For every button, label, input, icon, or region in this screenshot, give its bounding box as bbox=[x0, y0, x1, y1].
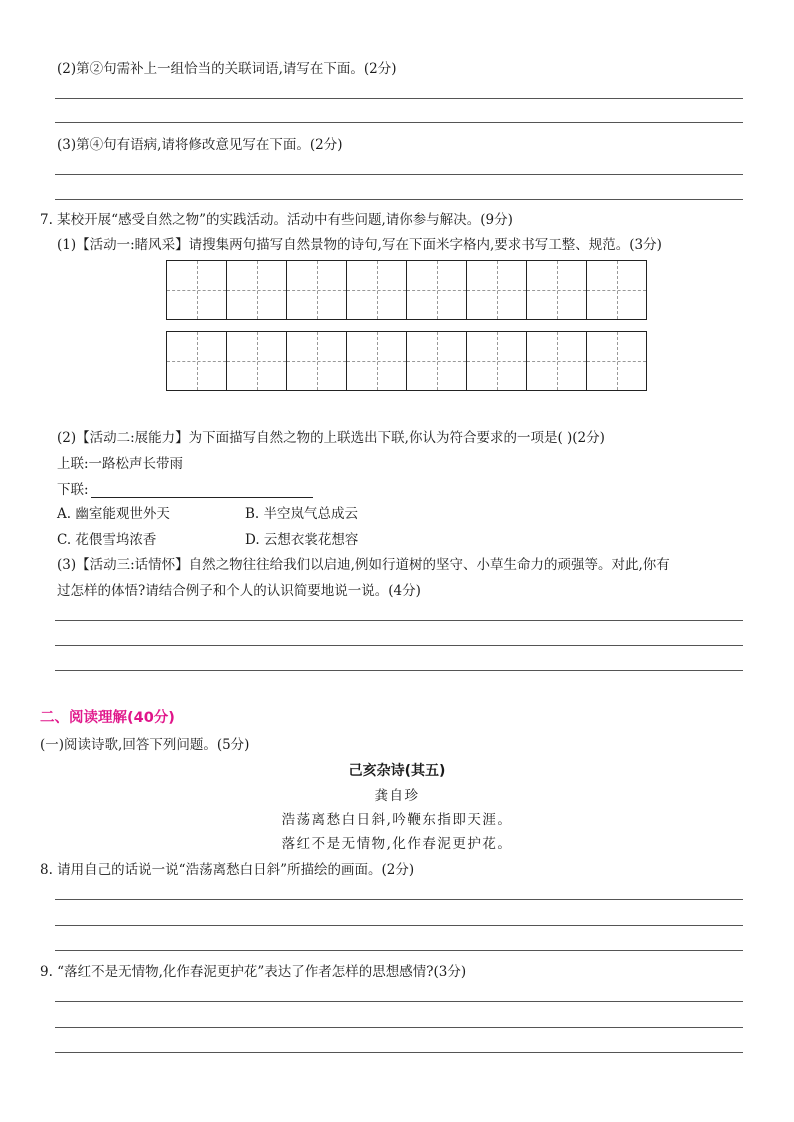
option-b[interactable]: B. 半空岚气总成云 bbox=[245, 506, 359, 522]
grid-cell[interactable] bbox=[346, 332, 406, 390]
answer-line[interactable] bbox=[55, 199, 743, 200]
answer-line[interactable] bbox=[55, 174, 743, 175]
part1-instruction: (一)阅读诗歌,回答下列问题。(5分) bbox=[40, 737, 250, 753]
answer-line[interactable] bbox=[55, 645, 743, 646]
answer-line[interactable] bbox=[55, 1052, 743, 1053]
q6-sub3-prompt: (3)第④句有语病,请将修改意见写在下面。(2分) bbox=[57, 137, 343, 153]
answer-line[interactable] bbox=[55, 925, 743, 926]
grid-cell[interactable] bbox=[286, 261, 346, 319]
grid-cell[interactable] bbox=[167, 332, 226, 390]
q7-stem: 7. 某校开展“感受自然之物”的实践活动。活动中有些问题,请你参与解决。(9分) bbox=[40, 212, 513, 228]
couplet-lower bbox=[57, 478, 313, 498]
grid-cell[interactable] bbox=[226, 261, 286, 319]
answer-line[interactable] bbox=[55, 950, 743, 951]
q8-prompt: 8. 请用自己的话说一说“浩荡离愁白日斜”所描绘的画面。(2分) bbox=[40, 862, 415, 878]
answer-line[interactable] bbox=[55, 1027, 743, 1028]
answer-line[interactable] bbox=[55, 670, 743, 671]
poem-author: 龚自珍 bbox=[374, 788, 420, 804]
answer-line[interactable] bbox=[55, 899, 743, 900]
grid-cell[interactable] bbox=[466, 332, 526, 390]
grid-cell[interactable] bbox=[406, 332, 466, 390]
section-heading: 二、阅读理解(40分) bbox=[40, 710, 175, 726]
answer-line[interactable] bbox=[55, 620, 743, 621]
q6-sub2-prompt: (2)第②句需补上一组恰当的关联词语,请写在下面。(2分) bbox=[57, 61, 397, 77]
q7-sub3-prompt-line2: 过怎样的体悟?请结合例子和个人的认识简要地说一说。(4分) bbox=[57, 583, 421, 599]
q9-prompt: 9. “落红不是无情物,化作春泥更护花”表达了作者怎样的思想感情?(3分) bbox=[40, 964, 467, 980]
grid-cell[interactable] bbox=[466, 261, 526, 319]
answer-line[interactable] bbox=[55, 98, 743, 99]
q7-sub2-prompt: (2)【活动二:展能力】为下面描写自然之物的上联选出下联,你认为符合要求的一项是( )(2分) bbox=[57, 430, 605, 446]
answer-line[interactable] bbox=[55, 1001, 743, 1002]
grid-cell[interactable] bbox=[167, 261, 226, 319]
grid-cell[interactable] bbox=[526, 332, 586, 390]
grid-cell[interactable] bbox=[286, 332, 346, 390]
option-d[interactable]: D. 云想衣裳花想容 bbox=[245, 532, 359, 548]
writing-grid-row-1[interactable] bbox=[166, 260, 647, 320]
q7-sub1-prompt: (1)【活动一:睹风采】请搜集两句描写自然景物的诗句,写在下面米字格内,要求书写工整、规范。(3分) bbox=[57, 237, 662, 253]
couplet-lower-blank[interactable] bbox=[91, 485, 313, 498]
grid-cell[interactable] bbox=[226, 332, 286, 390]
grid-cell[interactable] bbox=[526, 261, 586, 319]
writing-grid-row-2[interactable] bbox=[166, 331, 647, 391]
q7-sub3-prompt-line1: (3)【活动三:话情怀】自然之物往往给我们以启迪,例如行道树的坚守、小草生命力的顽强等。对此,你有 bbox=[57, 557, 670, 573]
poem-line-1: 浩荡离愁白日斜,吟鞭东指即天涯。 bbox=[281, 812, 513, 828]
option-c[interactable]: C. 花偎雪坞浓香 bbox=[57, 532, 157, 548]
grid-cell[interactable] bbox=[586, 332, 646, 390]
option-a[interactable]: A. 幽室能观世外天 bbox=[57, 506, 170, 522]
poem-line-2: 落红不是无情物,化作春泥更护花。 bbox=[281, 836, 513, 852]
couplet-lower-label: 下联: bbox=[57, 482, 89, 498]
couplet-upper: 上联:一路松声长带雨 bbox=[57, 456, 184, 472]
grid-cell[interactable] bbox=[406, 261, 466, 319]
answer-line[interactable] bbox=[55, 122, 743, 123]
grid-cell[interactable] bbox=[586, 261, 646, 319]
poem-title: 己亥杂诗(其五) bbox=[348, 763, 446, 779]
grid-cell[interactable] bbox=[346, 261, 406, 319]
